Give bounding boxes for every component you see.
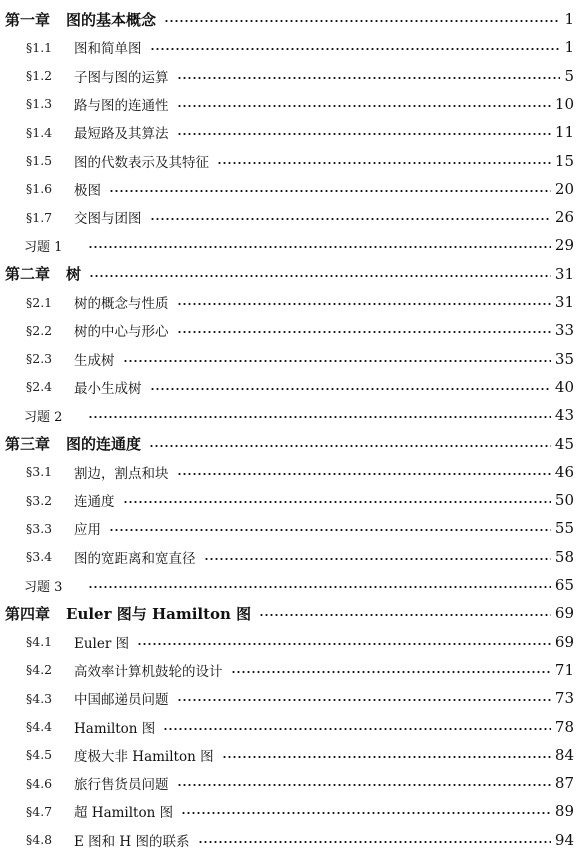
- dot-leader: [109, 190, 551, 192]
- toc-section-entry[interactable]: [0, 64, 583, 88]
- section-heading: [0, 377, 142, 397]
- toc-section-entry[interactable]: [0, 686, 583, 710]
- chapter-title: 树: [66, 265, 82, 284]
- section-number: §4.7: [26, 803, 53, 819]
- toc-section-entry[interactable]: [0, 516, 583, 540]
- dot-leader: [177, 331, 551, 333]
- section-title: 图的代数表示及其特征: [74, 154, 209, 171]
- page-number: 35: [554, 349, 574, 368]
- section-heading: [0, 745, 214, 765]
- section-heading: [0, 547, 196, 567]
- chapter-heading: [0, 603, 251, 624]
- section-number: §3.4: [26, 549, 53, 565]
- dot-leader: [89, 275, 551, 277]
- dot-leader: [177, 105, 551, 107]
- section-number: §3.1: [26, 464, 53, 480]
- page-number: 11: [554, 123, 574, 142]
- page-number: 55: [554, 519, 574, 538]
- dot-leader: [123, 501, 551, 503]
- dot-leader: [149, 445, 551, 447]
- chapter-heading: [0, 263, 81, 284]
- section-number: §4.3: [26, 690, 53, 706]
- section-title: 超 Hamilton 图: [74, 805, 174, 822]
- page-number: 94: [554, 830, 574, 849]
- section-heading: [0, 518, 101, 538]
- toc-section-entry[interactable]: [0, 828, 583, 852]
- section-heading: [0, 292, 169, 312]
- section-number: §1.6: [26, 181, 53, 197]
- section-heading: [0, 349, 115, 369]
- page-number: 45: [554, 434, 574, 453]
- section-title: 生成树: [74, 352, 115, 369]
- section-title: Hamilton 图: [74, 720, 156, 737]
- section-number: §4.8: [26, 832, 53, 848]
- section-number: §1.4: [26, 124, 53, 140]
- section-title: 应用: [74, 522, 101, 539]
- dot-leader: [177, 77, 561, 79]
- chapter-heading: [0, 433, 141, 454]
- page-number: 43: [554, 406, 574, 425]
- page-number: 78: [554, 717, 574, 736]
- toc-section-entry[interactable]: [0, 120, 583, 144]
- section-number: §1.7: [26, 209, 53, 225]
- section-title: 交图与团图: [74, 211, 142, 228]
- section-heading: [0, 773, 169, 793]
- dot-leader: [150, 388, 551, 390]
- dot-leader: [177, 699, 551, 701]
- chapter-label: 第一章: [5, 10, 51, 29]
- page-number: 58: [554, 547, 574, 566]
- chapter-heading: [0, 9, 156, 30]
- section-title: 图和简单图: [74, 41, 142, 58]
- page-number: 1: [564, 10, 574, 28]
- dot-leader: [217, 162, 551, 164]
- dot-leader: [137, 643, 551, 645]
- section-title: Euler 图: [74, 635, 130, 652]
- section-number: §3.2: [26, 492, 53, 508]
- toc-section-entry[interactable]: [0, 630, 583, 654]
- toc-section-entry[interactable]: [0, 488, 583, 512]
- dot-leader: [150, 48, 561, 50]
- section-heading: [0, 37, 142, 57]
- page-number: 20: [554, 179, 574, 198]
- chapter-title: Euler 图与 Hamilton 图: [66, 604, 252, 623]
- toc-section-entry[interactable]: [0, 771, 583, 795]
- toc-section-entry[interactable]: [0, 658, 583, 682]
- section-title: E 图和 H 图的联系: [74, 833, 190, 850]
- page-number: 71: [554, 660, 574, 679]
- chapter-label: 第四章: [5, 604, 51, 623]
- section-title: 连通度: [74, 494, 115, 511]
- exercise-label: 习题 3: [24, 579, 63, 595]
- toc-section-entry[interactable]: [0, 92, 583, 116]
- toc-section-entry[interactable]: [0, 743, 583, 767]
- section-title: 图的宽距离和宽直径: [74, 550, 196, 567]
- dot-leader: [177, 133, 551, 135]
- page-number: 65: [554, 576, 574, 594]
- dot-leader: [177, 303, 551, 305]
- toc-exercise-entry[interactable]: [0, 233, 583, 257]
- chapter-title: 图的基本概念: [66, 10, 157, 29]
- toc-section-entry[interactable]: [0, 318, 583, 342]
- section-number: §4.1: [26, 634, 53, 650]
- page-number: 69: [554, 632, 574, 651]
- section-heading: [0, 151, 209, 171]
- section-heading: [0, 462, 169, 482]
- toc-exercise-entry[interactable]: [0, 403, 583, 427]
- toc-section-entry[interactable]: [0, 715, 583, 739]
- dot-leader: [163, 728, 551, 730]
- dot-leader: [222, 756, 551, 758]
- section-number: §4.5: [26, 747, 53, 763]
- toc-section-entry[interactable]: [0, 347, 583, 371]
- exercise-heading: [0, 236, 80, 255]
- section-heading: [0, 320, 169, 340]
- section-number: §2.1: [26, 294, 53, 310]
- section-title: 子图与图的运算: [74, 69, 169, 86]
- toc-chapter-entry[interactable]: [0, 7, 583, 31]
- page-number: 26: [554, 208, 574, 227]
- section-title: 路与图的连通性: [74, 97, 169, 114]
- toc-section-entry[interactable]: [0, 375, 583, 399]
- toc-section-entry[interactable]: [0, 545, 583, 569]
- exercise-heading: [0, 406, 80, 425]
- toc-section-entry[interactable]: [0, 460, 583, 484]
- section-title: 高效率计算机鼓轮的设计: [74, 663, 223, 680]
- section-number: §4.2: [26, 662, 53, 678]
- page-number: 33: [554, 321, 574, 340]
- page-number: 31: [554, 264, 574, 283]
- section-heading: [0, 490, 115, 510]
- section-title: 最小生成树: [74, 380, 142, 397]
- section-number: §2.3: [26, 351, 53, 367]
- dot-leader: [177, 784, 551, 786]
- dot-leader: [150, 218, 551, 220]
- chapter-title: 图的连通度: [66, 435, 142, 453]
- page-number: 50: [554, 491, 574, 510]
- chapter-label: 第二章: [5, 265, 51, 284]
- dot-leader: [123, 360, 551, 362]
- section-number: §1.2: [26, 68, 53, 84]
- dot-leader: [88, 586, 551, 588]
- page-number: 84: [554, 745, 574, 764]
- section-title: 树的中心与形心: [74, 324, 169, 341]
- section-title: 旅行售货员问题: [74, 777, 169, 794]
- page-number: 29: [554, 236, 574, 255]
- exercise-label: 习题 1: [24, 239, 63, 255]
- toc-section-entry[interactable]: [0, 149, 583, 173]
- section-title: 中国邮递员问题: [74, 692, 169, 709]
- section-heading: [0, 830, 190, 850]
- section-number: §1.3: [26, 96, 53, 112]
- page-number: 46: [554, 462, 574, 481]
- page-number: 73: [554, 689, 574, 708]
- toc-section-entry[interactable]: [0, 799, 583, 823]
- section-number: §3.3: [26, 520, 53, 536]
- section-heading: [0, 660, 223, 680]
- dot-leader: [164, 20, 560, 22]
- toc-section-entry[interactable]: [0, 290, 583, 314]
- section-number: §1.5: [26, 153, 53, 168]
- page-number: 89: [554, 802, 574, 821]
- page-number: 69: [554, 604, 574, 623]
- page-number: 10: [554, 94, 574, 113]
- dot-leader: [177, 473, 551, 475]
- section-heading: [0, 122, 169, 142]
- section-number: §2.4: [26, 379, 53, 395]
- section-heading: [0, 94, 169, 114]
- section-heading: [0, 179, 101, 199]
- dot-leader: [109, 529, 551, 531]
- toc-section-entry[interactable]: [0, 205, 583, 229]
- section-title: 最短路及其算法: [74, 126, 169, 143]
- section-heading: [0, 801, 173, 821]
- dot-leader: [259, 614, 551, 616]
- dot-leader: [181, 812, 551, 814]
- dot-leader: [231, 671, 551, 673]
- toc-section-entry[interactable]: [0, 35, 583, 59]
- section-heading: [0, 66, 169, 86]
- page-number: 15: [554, 151, 574, 170]
- section-heading: [0, 717, 155, 737]
- section-title: 割边，割点和块: [74, 465, 169, 482]
- toc-chapter-entry[interactable]: [0, 432, 583, 456]
- exercise-heading: [0, 576, 80, 595]
- section-title: 极图: [74, 182, 101, 199]
- page-number: 5: [564, 66, 574, 85]
- dot-leader: [198, 841, 551, 843]
- section-heading: [0, 207, 142, 227]
- section-number: §4.6: [26, 775, 53, 791]
- page-number: 87: [554, 774, 574, 793]
- section-title: 度极大非 Hamilton 图: [74, 748, 214, 765]
- toc-chapter-entry[interactable]: [0, 262, 583, 286]
- page-number: 40: [554, 377, 574, 396]
- page-number: 1: [564, 38, 574, 57]
- section-heading: [0, 688, 169, 708]
- section-number: §4.4: [26, 719, 53, 734]
- dot-leader: [88, 246, 551, 248]
- page-number: 31: [554, 293, 574, 311]
- toc-exercise-entry[interactable]: [0, 573, 583, 597]
- section-number: §2.2: [26, 322, 53, 338]
- section-title: 树的概念与性质: [74, 296, 169, 312]
- dot-leader: [88, 416, 551, 418]
- dot-leader: [204, 558, 551, 560]
- chapter-label: 第三章: [5, 435, 51, 453]
- exercise-label: 习题 2: [24, 409, 63, 425]
- toc-chapter-entry[interactable]: [0, 601, 583, 625]
- toc-section-entry[interactable]: [0, 177, 583, 201]
- section-heading: [0, 632, 129, 652]
- section-number: §1.1: [26, 39, 53, 55]
